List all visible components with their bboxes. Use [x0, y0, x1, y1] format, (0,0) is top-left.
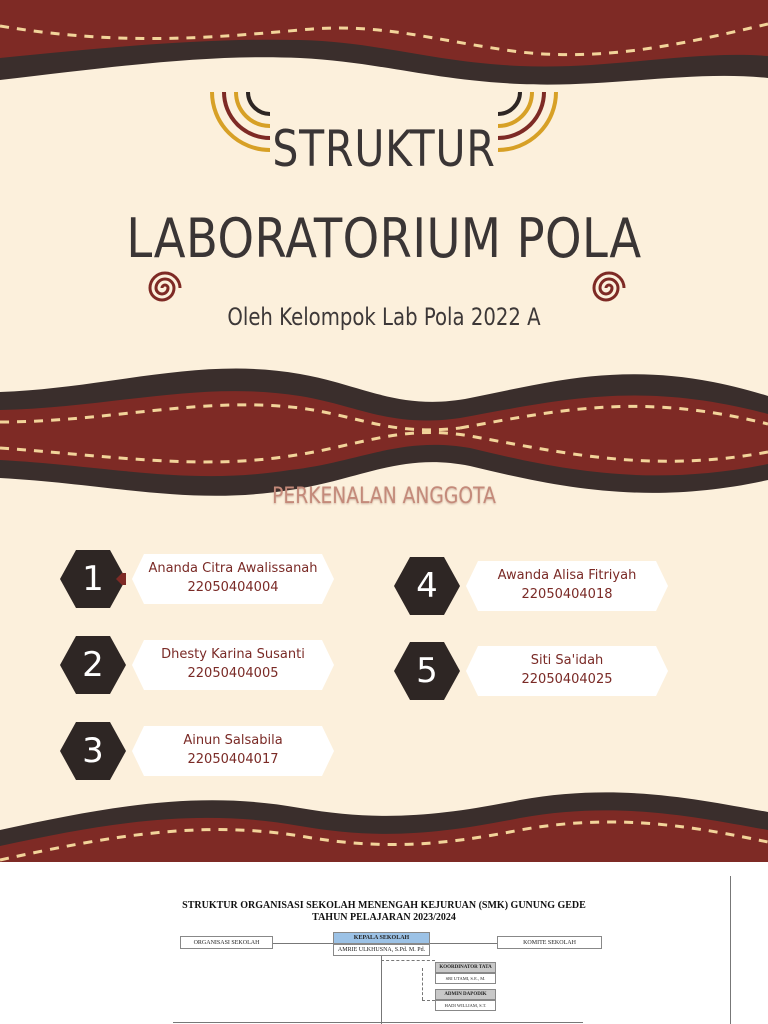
member-number: 1: [82, 559, 104, 599]
member-number: 4: [416, 566, 438, 606]
org-box-admin-title: ADMIN DAPODIK: [435, 989, 496, 1000]
subtitle: Oleh Kelompok Lab Pola 2022 A: [227, 303, 541, 331]
connector-admin: [422, 968, 424, 1000]
member-number: 5: [416, 651, 438, 691]
spiral-left: [150, 273, 180, 300]
member-nim: 22050404005: [187, 666, 279, 681]
member-nim: 22050404018: [521, 587, 613, 602]
member-number: 3: [82, 731, 104, 771]
member-nim: 22050404025: [521, 672, 613, 687]
connector-bottom-row: [173, 1022, 583, 1023]
member-card-2: [60, 635, 350, 695]
org-chart-title-line-1: STRUKTUR ORGANISASI SEKOLAH MENENGAH KEJURUAN (SMK) GUNUNG GEDE: [182, 900, 586, 911]
member-nim: 22050404017: [187, 752, 279, 767]
title-line-1: STRUKTUR: [272, 120, 496, 178]
member-nim: 22050404004: [187, 580, 279, 595]
org-box-koordinator-name: SRI UTAMI, S.E., M.: [435, 973, 496, 984]
org-box-komite-sekolah: KOMITE SEKOLAH: [497, 936, 602, 949]
section-title: PERKENALAN ANGGOTA: [272, 484, 496, 509]
member-card-5: [394, 641, 684, 701]
member-name: Ainun Salsabila: [183, 733, 283, 748]
org-box-organisasi-sekolah: ORGANISASI SEKOLAH: [180, 936, 273, 949]
member-card-4: [394, 556, 684, 616]
title-line-2: LABORATORIUM POLA: [126, 207, 642, 270]
member-card-3: [60, 721, 350, 781]
org-chart-title-line-2: TAHUN PELAJARAN 2023/2024: [312, 912, 456, 923]
org-box-admin-name: HADI WILLIAM, S.T.: [435, 1000, 496, 1011]
member-number: 2: [82, 645, 104, 685]
org-chart-slide: [0, 862, 768, 1024]
org-box-kepala-sekolah-name: AMRIE ULKHUSNA, S.Pd. M. Pd.: [333, 944, 430, 956]
spiral-right: [594, 273, 624, 300]
member-name: Dhesty Karina Susanti: [161, 647, 305, 662]
connector-admin-h: [422, 1000, 435, 1002]
member-name: Awanda Alisa Fitriyah: [497, 568, 637, 583]
member-name: Ananda Citra Awalissanah: [148, 561, 318, 576]
member-card-1: [60, 549, 350, 609]
org-box-koordinator-title: KOORDINATOR TATA: [435, 962, 496, 973]
connector-left: [273, 943, 333, 944]
connector-right: [430, 943, 497, 944]
org-box-kepala-sekolah-title: KEPALA SEKOLAH: [333, 932, 430, 944]
connector-vertical: [381, 956, 382, 1024]
member-name: Siti Sa'idah: [530, 653, 604, 668]
page-edge-line: [730, 876, 731, 1024]
connector-koordinator: [381, 960, 435, 962]
